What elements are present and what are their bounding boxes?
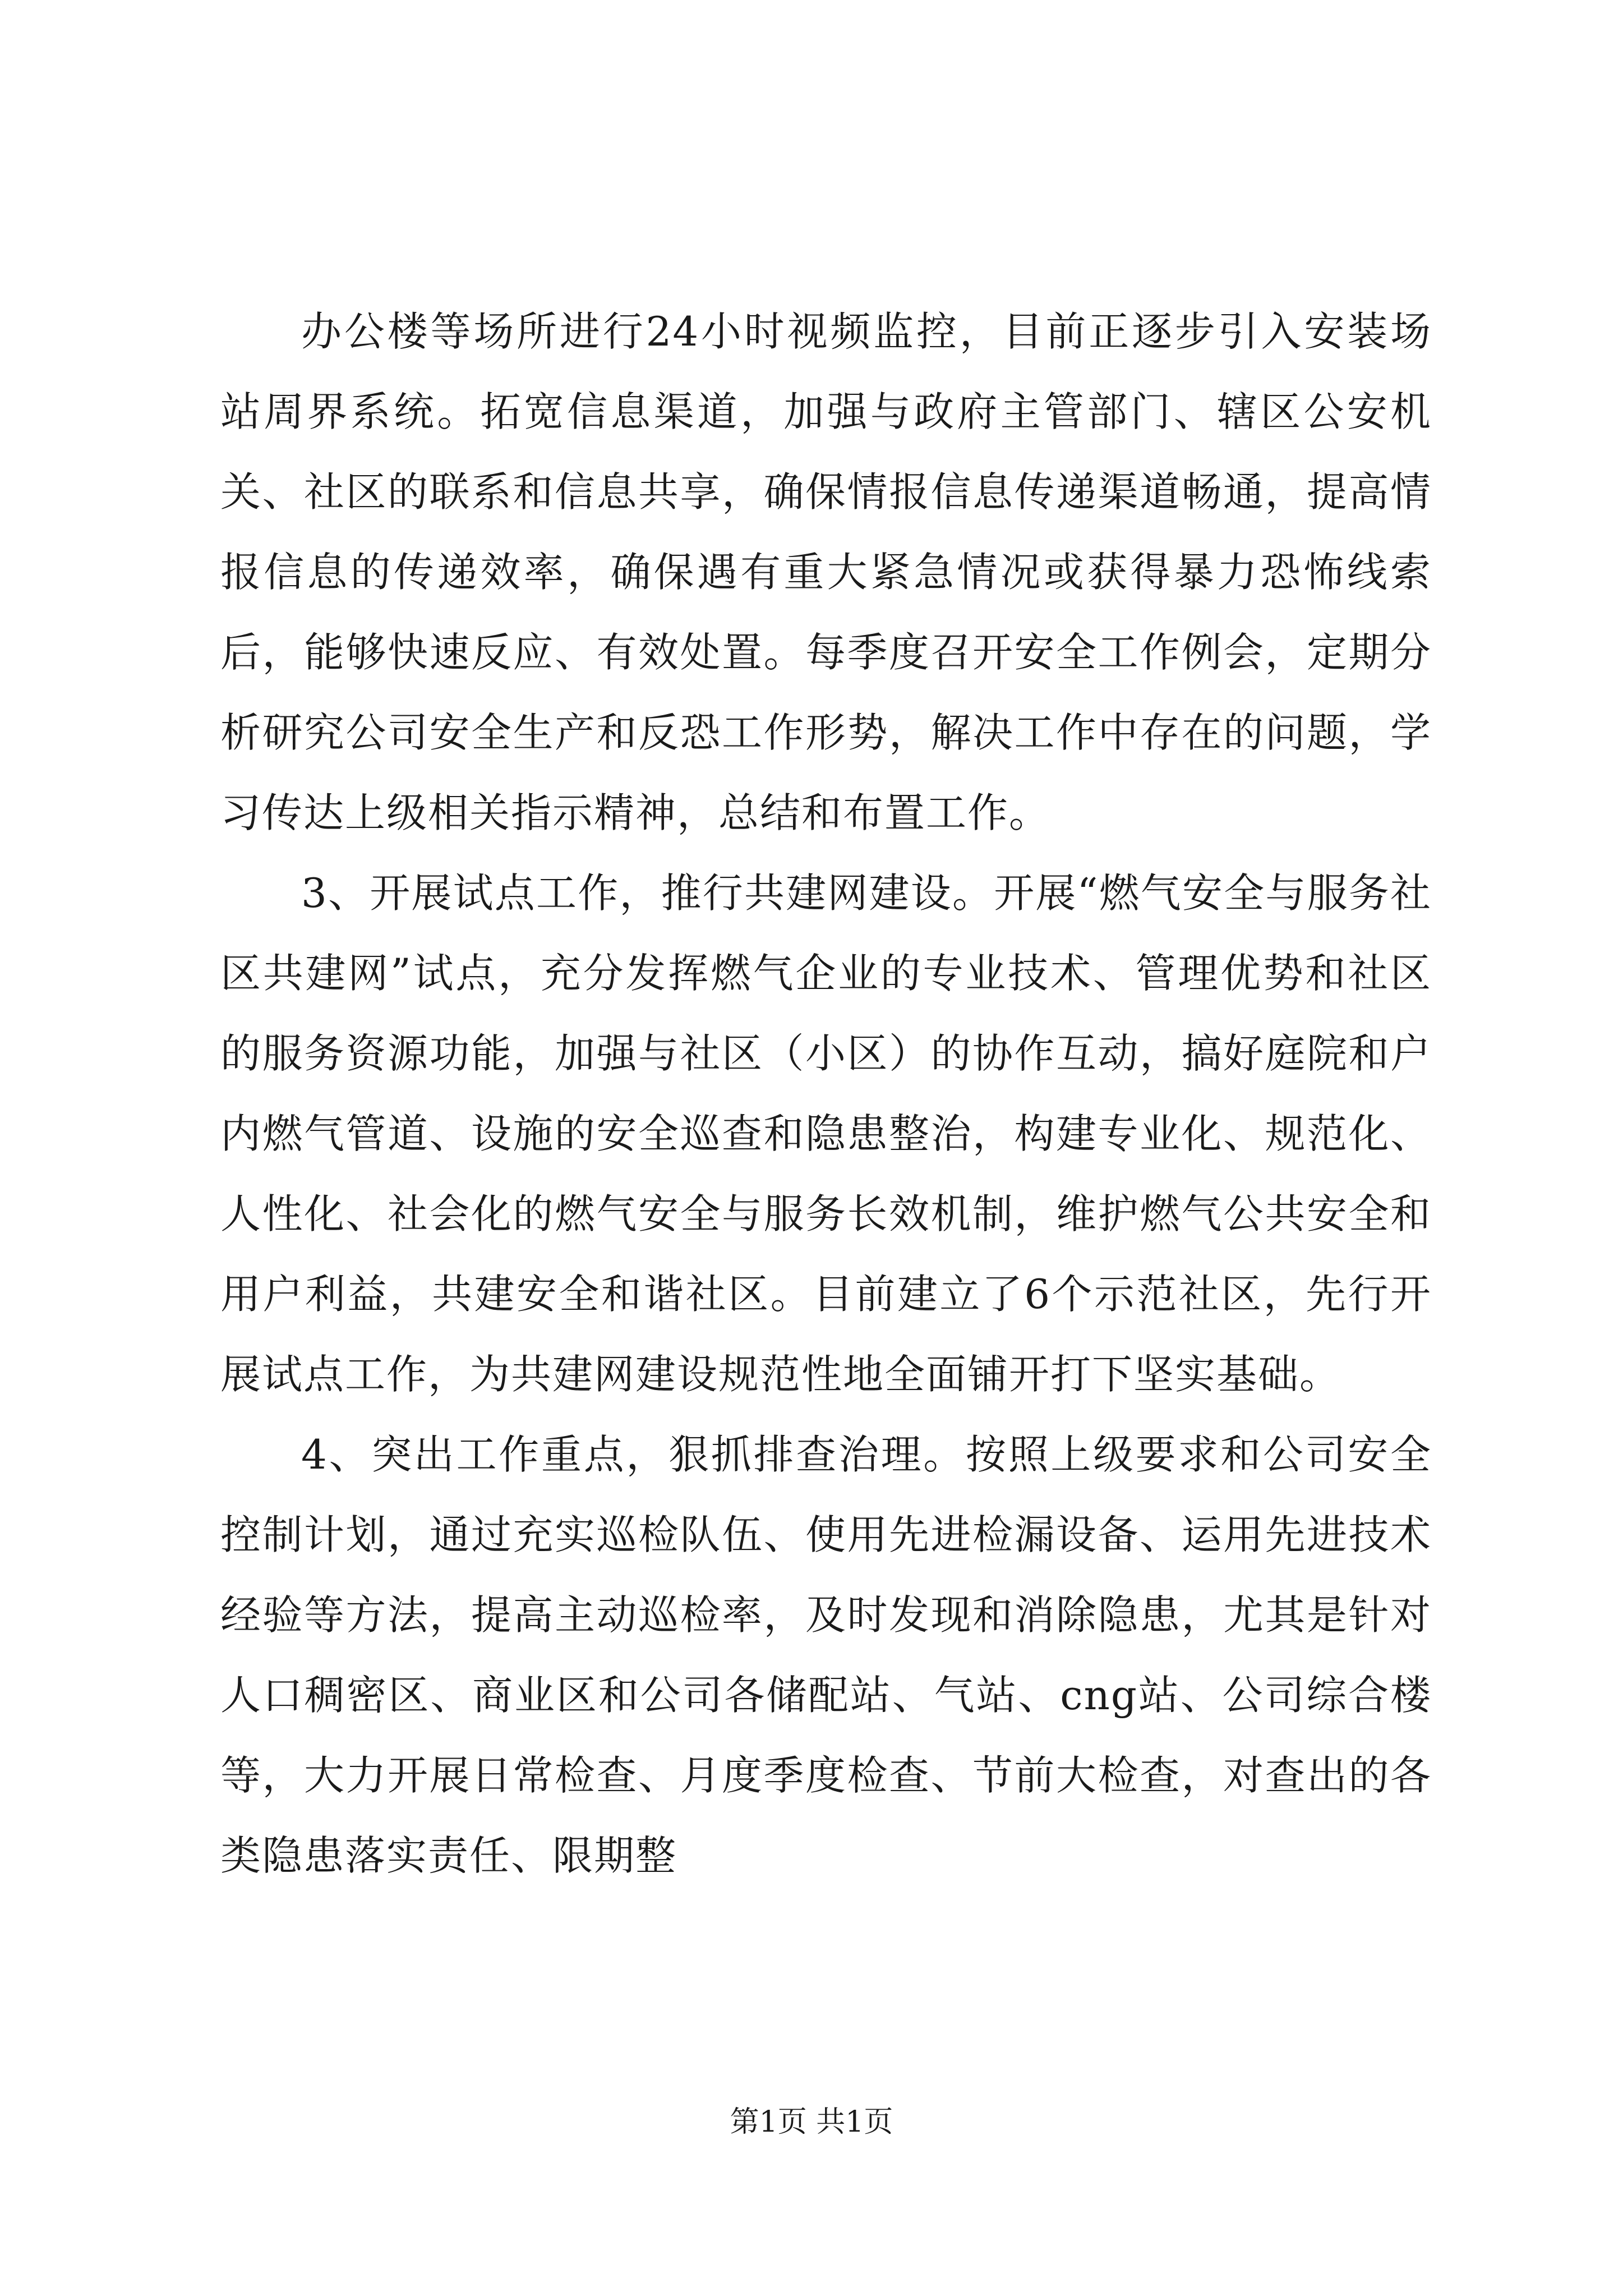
paragraph-1: 办公楼等场所进行24小时视频监控，目前正逐步引入安装场站周界系统。拓宽信息渠道，加强与政府主管部门、辖区公安机关、社区的联系和信息共享，确保情报信息传递渠道畅通，提高情报信息的传递效率，确保遇有重大紧急情况或获得暴力恐怖线索后，能够快速反应、有效处置。每季度召开安全工作例会，定期分析研究公司安全生产和反恐工作形势，解决工作中存在的问题，学习传达上级相关指示精神，总结和布置工作。 — [220, 308, 1432, 836]
paragraph-3: 4、突出工作重点，狠抓排查治理。按照上级要求和公司安全控制计划，通过充实巡检队伍、使用先进检漏设备、运用先进技术经验等方法，提高主动巡检率，及时发现和消除隐患，尤其是针对人口稠密区、商业区和公司各储配站、气站、cng站、公司综合楼等，大力开展日常检查、月度季度检查、节前大检查，对查出的各类隐患落实责任、限期整 — [220, 1431, 1432, 1879]
page-number-label: 第1页 共1页 — [730, 2105, 893, 2139]
paragraph-2: 3、开展试点工作，推行共建网建设。开展“燃气安全与服务社区共建网”试点，充分发挥燃气企业的专业技术、管理优势和社区的服务资源功能，加强与社区（小区）的协作互动，搞好庭院和户内燃气管道、设施的安全巡查和隐患整治，构建专业化、规范化、人性化、社会化的燃气安全与服务长效机制，维护燃气公共安全和用户利益，共建安全和谐社区。目前建立了6个示范社区，先行开展试点工作，为共建网建设规范性地全面铺开打下坚实基础。 — [220, 869, 1432, 1398]
page-footer — [0, 2102, 1623, 2142]
document-body — [220, 292, 1432, 1896]
